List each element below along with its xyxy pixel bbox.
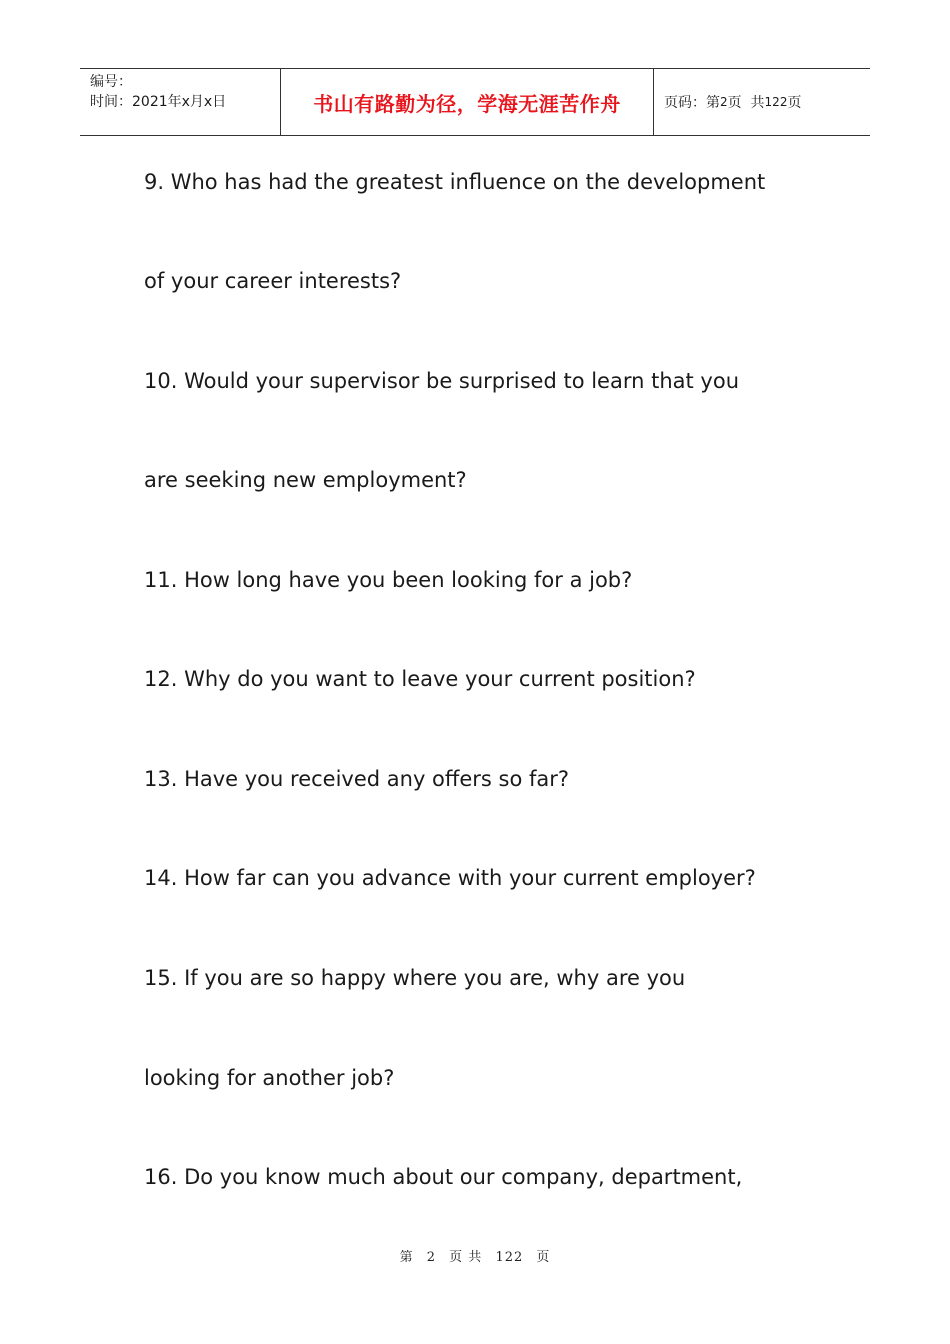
- page-footer: [0, 1246, 950, 1265]
- text-line: 14. How far can you advance with your current employer?: [144, 866, 756, 890]
- page-prefix: 页码：第: [664, 95, 720, 111]
- text-line: 12. Why do you want to leave your current position?: [144, 667, 696, 691]
- footer-total: 122: [495, 1250, 524, 1265]
- page-total: 122: [764, 95, 788, 109]
- text-line: looking for another job?: [144, 1066, 395, 1090]
- page-header: [80, 68, 870, 136]
- text-line: 13. Have you received any offers so far?: [144, 767, 570, 791]
- text-line: 16. Do you know much about our company, department,: [144, 1165, 743, 1189]
- text-line: 9. Who has had the greatest influence on the development: [144, 170, 766, 194]
- motto: 书山有路勤为径，学海无涯苦作舟: [313, 91, 621, 116]
- time-label: 时间：2021年x月x日: [90, 94, 227, 110]
- page-current: 2: [720, 95, 728, 109]
- text-line: 15. If you are so happy where you are, why are you: [144, 966, 686, 990]
- text-line: 10. Would your supervisor be surprised to learn that you: [144, 369, 740, 393]
- footer-suffix: 页: [536, 1250, 551, 1265]
- header-meta: [80, 69, 281, 135]
- footer-current: 2: [426, 1250, 437, 1265]
- header-motto-cell: [281, 69, 654, 135]
- page-mid: 页 共: [727, 95, 765, 111]
- page-suffix: 页: [787, 95, 802, 111]
- text-line: of your career interests?: [144, 269, 402, 293]
- text-line: are seeking new employment?: [144, 468, 467, 492]
- header-page-info: [654, 69, 870, 135]
- text-line: 11. How long have you been looking for a job?: [144, 568, 633, 592]
- footer-mid: 页 共: [449, 1250, 483, 1265]
- footer-prefix: 第: [399, 1250, 414, 1265]
- number-label: 编号：: [90, 74, 132, 90]
